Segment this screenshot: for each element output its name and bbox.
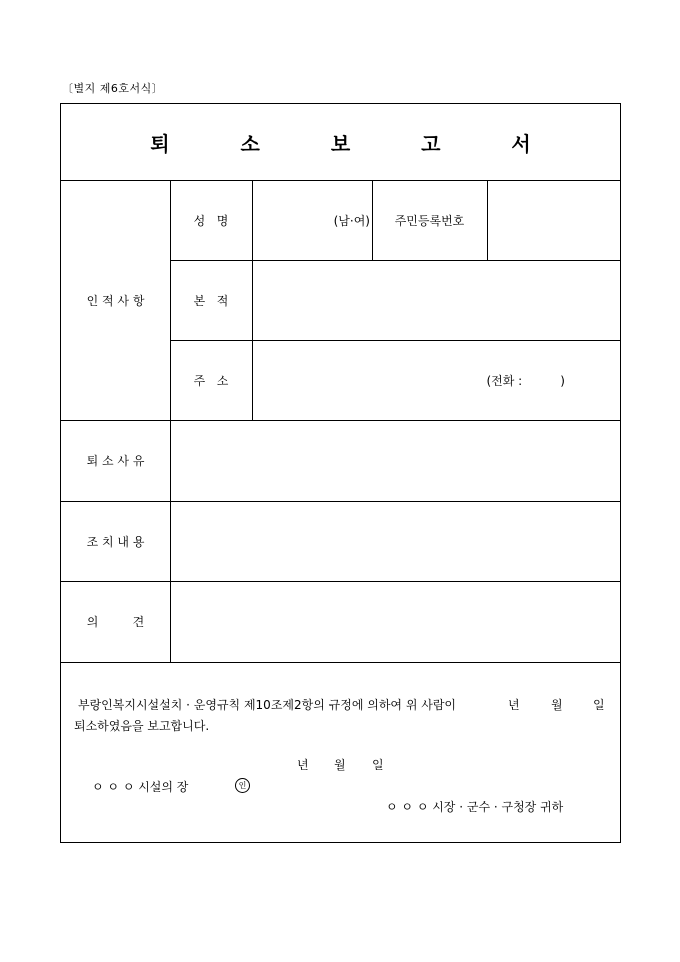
recipient-line: ㅇ ㅇ ㅇ 시장 · 군수 · 구청장 귀하 (386, 800, 564, 814)
withdrawal-reason-field[interactable] (170, 420, 620, 501)
facility-head-signature: ㅇ ㅇ ㅇ 시설의 장 (92, 780, 189, 794)
action-details-field[interactable] (170, 501, 620, 581)
report-date-year: 년 (297, 758, 309, 772)
report-date-month: 월 (334, 758, 346, 772)
statement-month: 월 (551, 698, 563, 712)
statement-line-1: 부랑인복지시설설치 · 운영규칙 제10조제2항의 규정에 의하여 위 사람이 (78, 698, 456, 712)
personal-info-label: 인 적 사 항 (86, 293, 145, 308)
statement-year: 년 (508, 698, 520, 712)
action-details-label: 조 치 내 용 (86, 534, 145, 549)
name-label: 성 명 (193, 213, 229, 228)
seal-mark (235, 778, 250, 793)
statement-day: 일 (593, 698, 605, 712)
form-number-label: 〔별지 제6호서식〕 (62, 82, 164, 95)
resident-number-field[interactable] (487, 180, 620, 260)
withdrawal-reason-label: 퇴 소 사 유 (86, 454, 145, 468)
name-gender-field[interactable]: (남·여) (333, 213, 370, 228)
domicile-field[interactable] (252, 260, 620, 340)
resident-number-label: 주민등록번호 (394, 213, 465, 228)
form-title: 퇴 소 보 고 서 (150, 131, 563, 156)
address-label: 주 소 (193, 373, 229, 388)
withdrawal-report-form (60, 103, 621, 843)
domicile-label: 본 적 (193, 293, 229, 308)
opinion-label: 의 견 (86, 615, 145, 629)
opinion-field[interactable] (170, 581, 620, 662)
row-divider (61, 662, 620, 663)
address-phone-field[interactable]: (전화 : ) (486, 373, 565, 388)
report-date-day: 일 (372, 758, 384, 772)
seal-icon: 인 (235, 778, 250, 793)
statement-line-2: 퇴소하였음을 보고합니다. (74, 719, 210, 733)
